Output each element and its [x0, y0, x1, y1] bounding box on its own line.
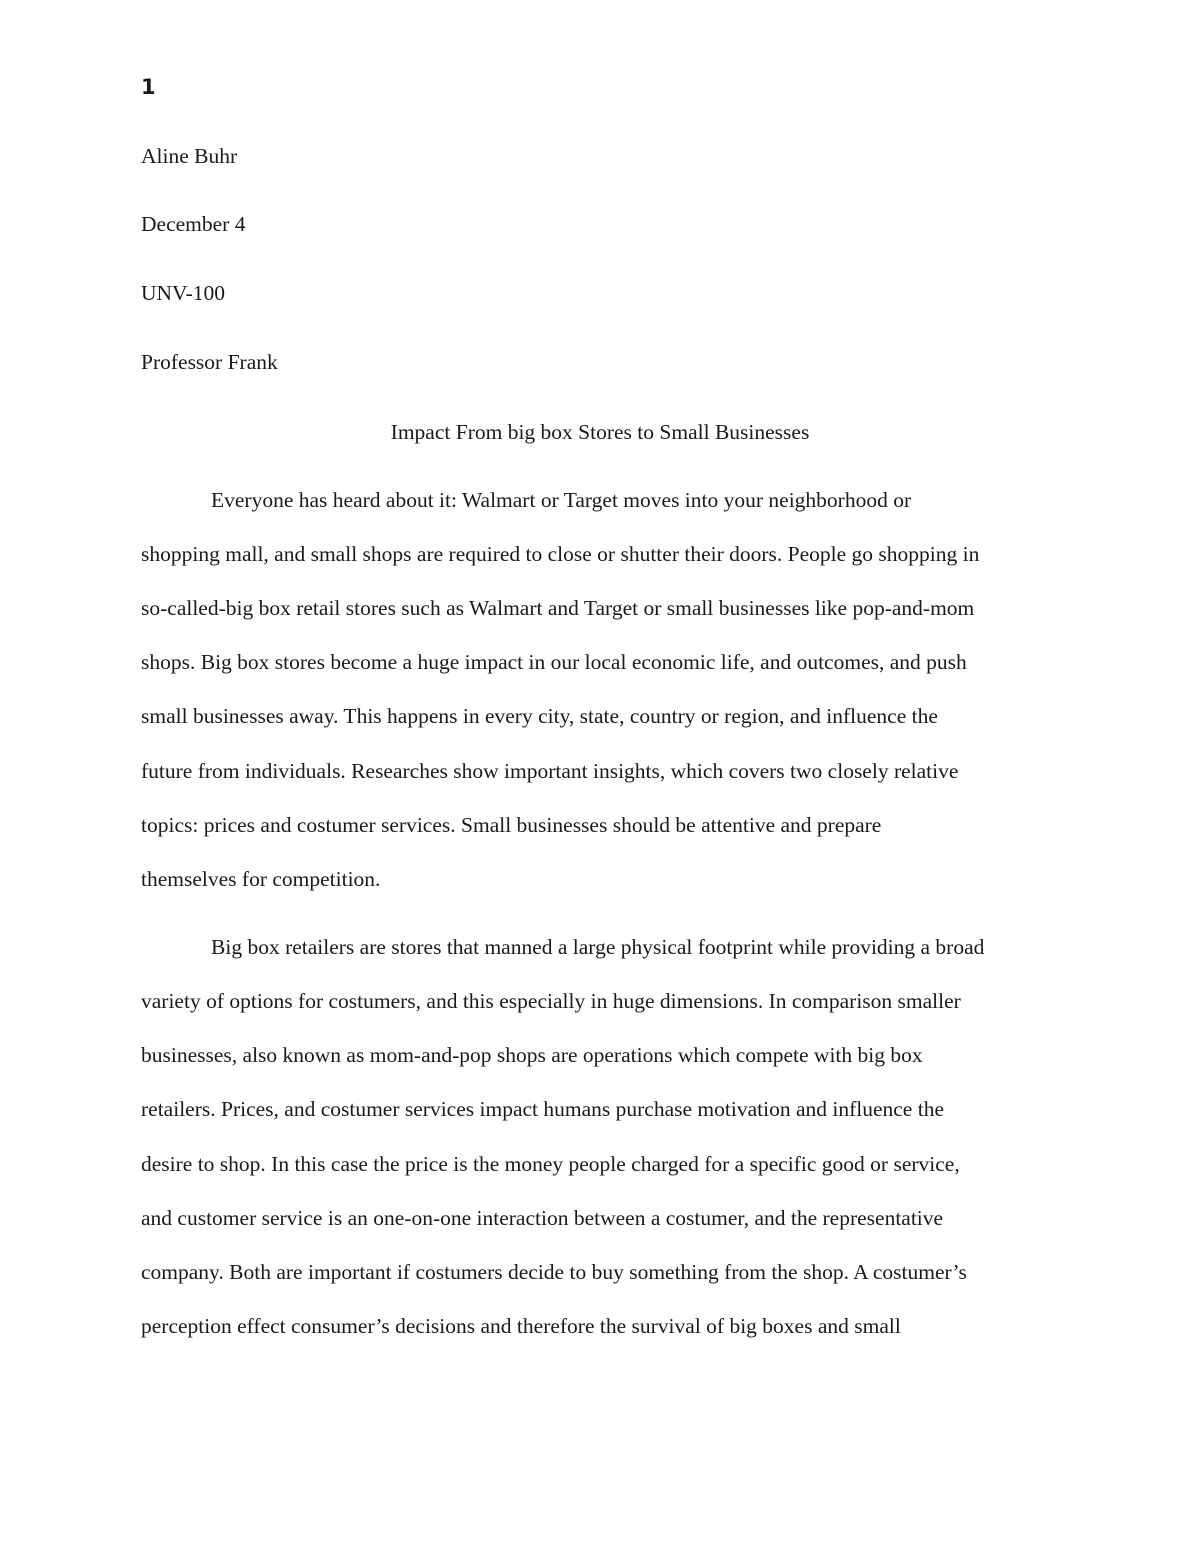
- paragraph-line: Big box retailers are stores that manned a large physical footprint while providing a broad: [211, 935, 985, 959]
- paragraph-line: perception effect consumer’s decisions and therefore the survival of big boxes and small: [141, 1314, 901, 1338]
- paragraph-line: themselves for competition.: [141, 867, 381, 891]
- paragraph-line: Everyone has heard about it: Walmart or Target moves into your neighborhood or: [211, 488, 912, 512]
- course-line: UNV-100: [141, 281, 226, 305]
- page-number: 1: [141, 75, 156, 99]
- paragraph-line: so-called-big box retail stores such as Walmart and Target or small businesses like pop-and-mom: [141, 596, 975, 620]
- paragraph-line: variety of options for costumers, and this especially in huge dimensions. In comparison smaller: [141, 989, 961, 1013]
- paragraph-line: small businesses away. This happens in every city, state, country or region, and influence the: [141, 704, 938, 728]
- paragraph-line: shopping mall, and small shops are required to close or shutter their doors. People go shopping in: [141, 542, 980, 566]
- author-name: Aline Buhr: [141, 144, 238, 168]
- paragraph-line: desire to shop. In this case the price is the money people charged for a specific good or service,: [141, 1152, 960, 1176]
- paragraph-line: retailers. Prices, and costumer services impact humans purchase motivation and influence the: [141, 1097, 944, 1121]
- paragraph-line: shops. Big box stores become a huge impact in our local economic life, and outcomes, and push: [141, 650, 967, 674]
- instructor-line: Professor Frank: [141, 350, 278, 374]
- paragraph-line: future from individuals. Researches show important insights, which covers two closely relative: [141, 759, 959, 783]
- paragraph-line: topics: prices and costumer services. Small businesses should be attentive and prepare: [141, 813, 882, 837]
- paragraph-line: and customer service is an one-on-one interaction between a costumer, and the representative: [141, 1206, 944, 1230]
- date-line: December 4: [141, 212, 246, 236]
- paragraph-line: company. Both are important if costumers decide to buy something from the shop. A costumer’s: [141, 1260, 967, 1284]
- paragraph-line: businesses, also known as mom-and-pop shops are operations which compete with big box: [141, 1043, 923, 1067]
- essay-title: Impact From big box Stores to Small Businesses: [390, 420, 810, 444]
